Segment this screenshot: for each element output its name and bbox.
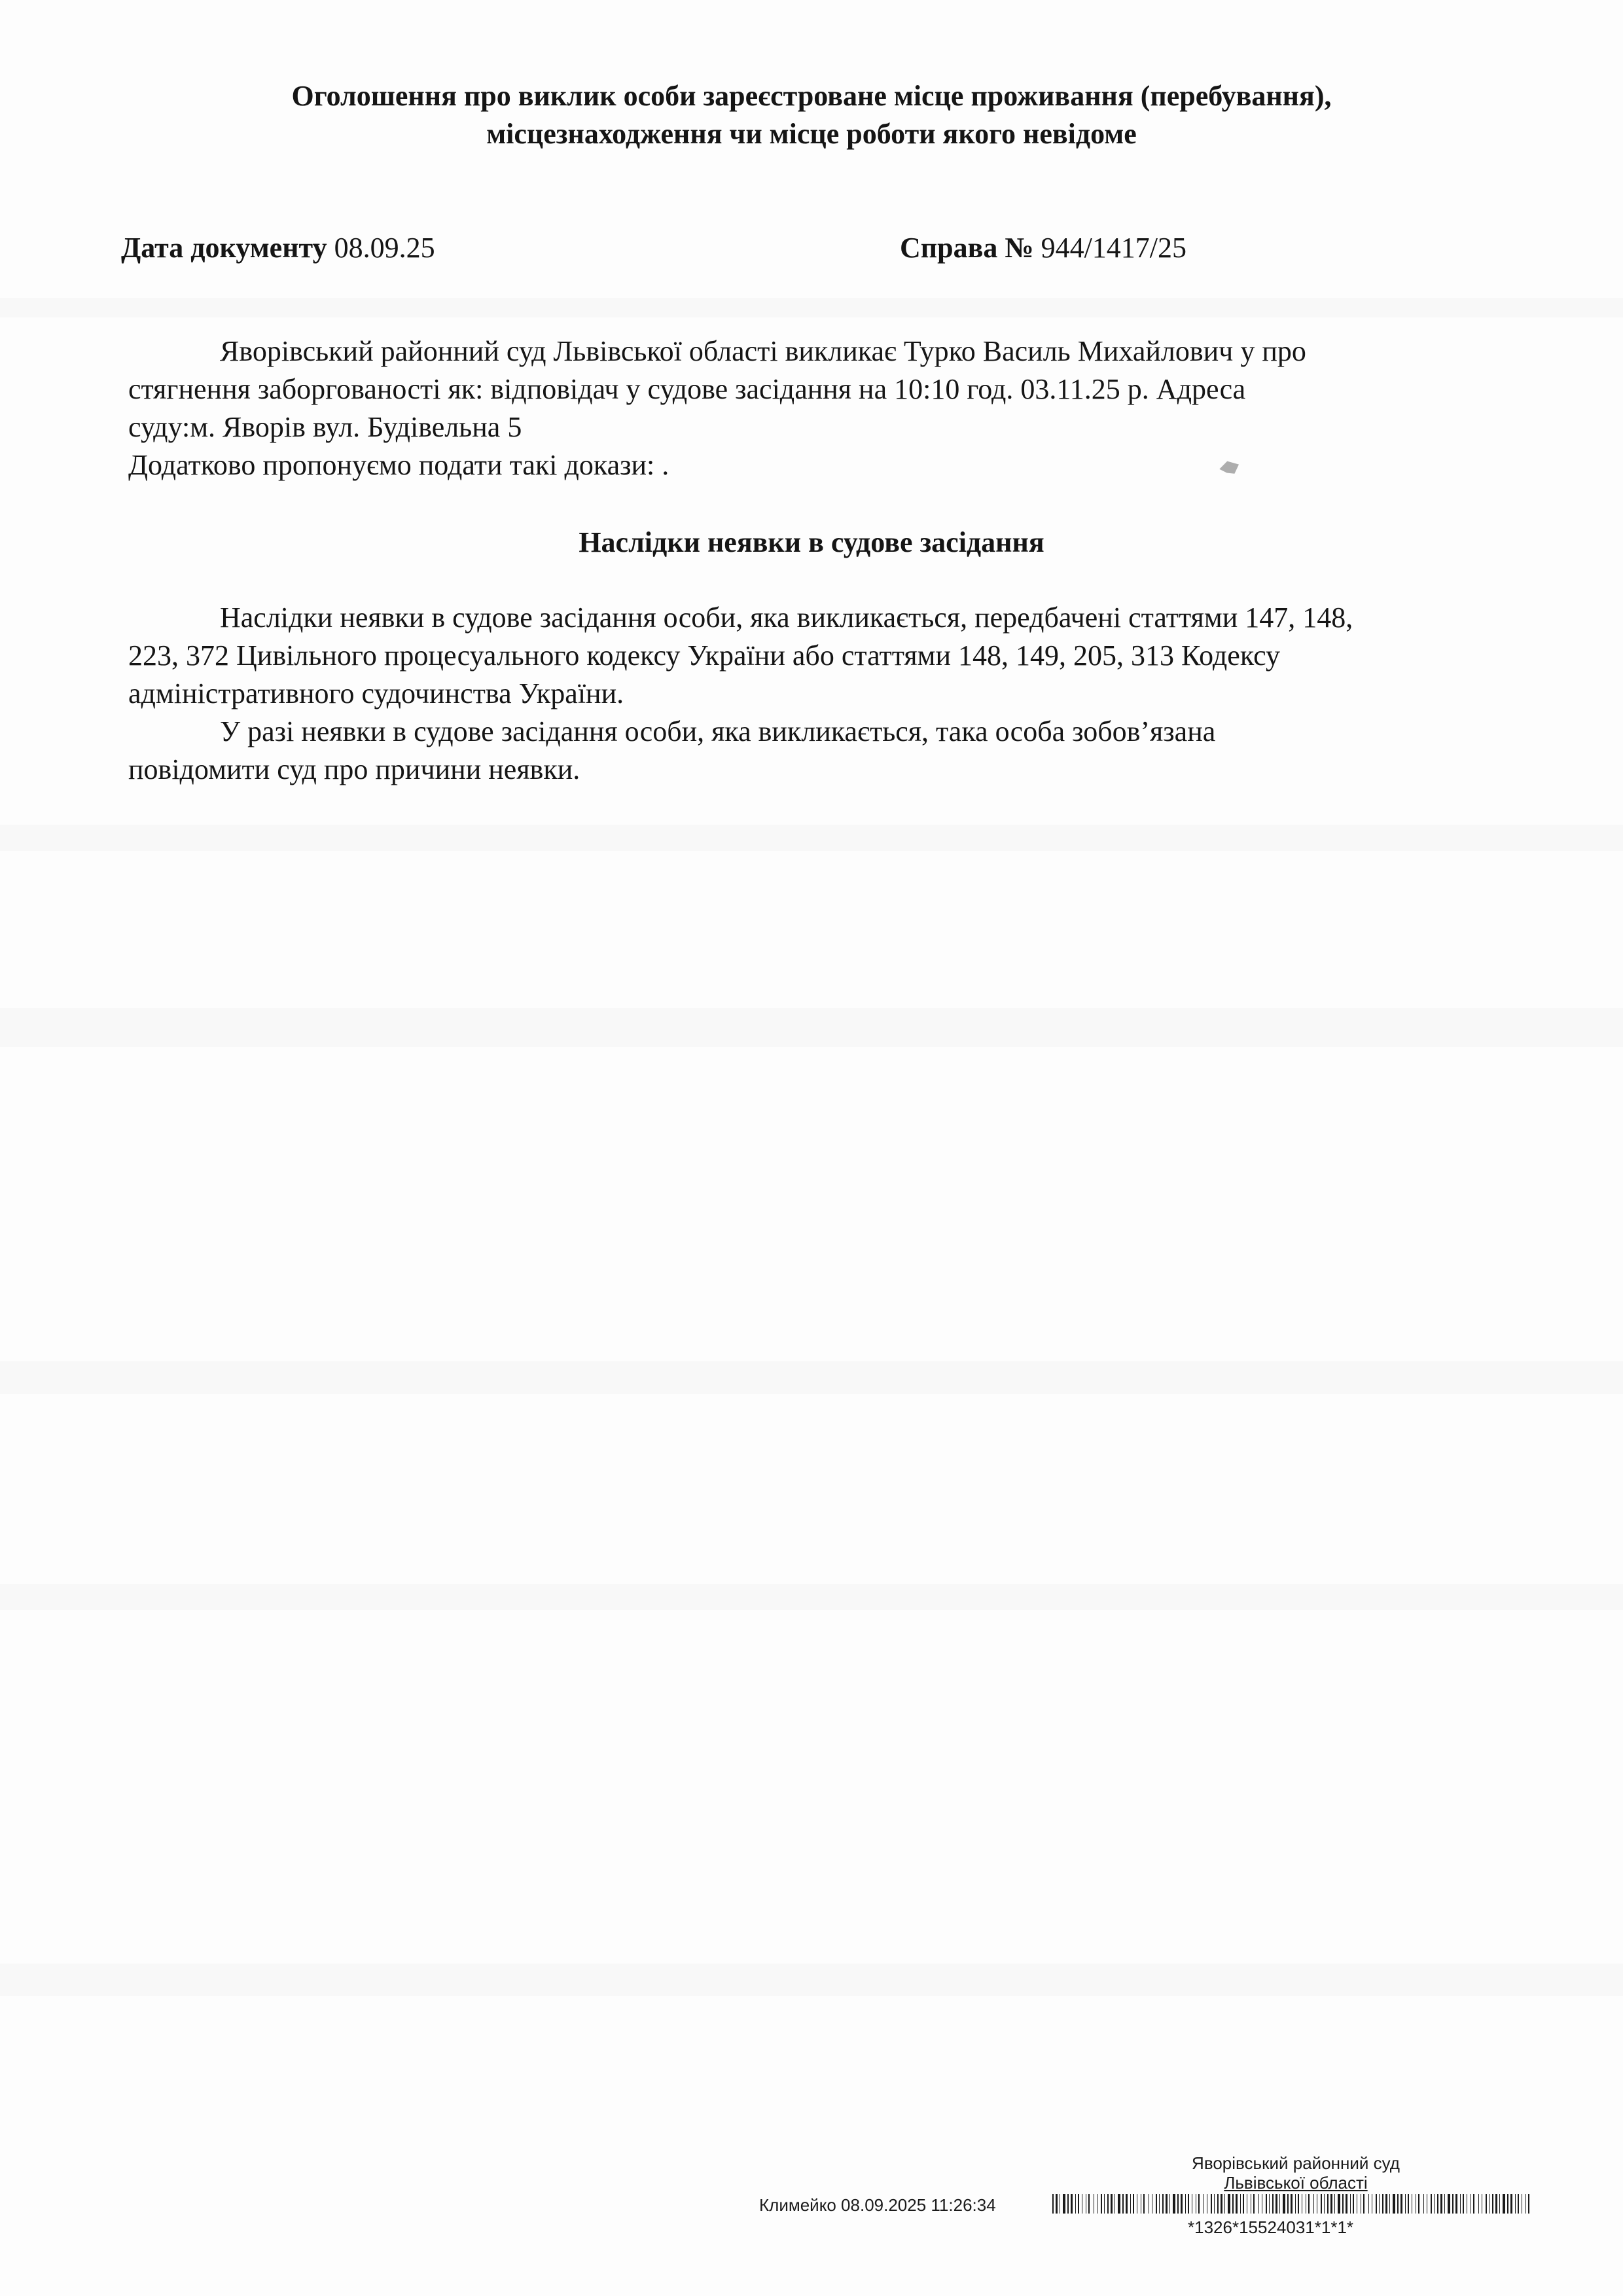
barcode-bar <box>1228 2194 1230 2214</box>
barcode-bar <box>1224 2194 1225 2214</box>
document-date <box>121 229 435 267</box>
paragraph-line: У разі неявки в судове засідання особи, яка викликається, така особа зобов’язана <box>220 715 1216 747</box>
paragraph-line: Додатково пропонуємо подати такі докази: . <box>128 449 669 481</box>
barcode-bar <box>1075 2194 1076 2214</box>
barcode-bar <box>1350 2194 1351 2214</box>
barcode-bar <box>1495 2194 1497 2214</box>
barcode-bar <box>1448 2194 1450 2214</box>
paragraph-line: суду:м. Яворів вул. Будівельна 5 <box>128 411 522 443</box>
scan-streak <box>0 298 1623 317</box>
barcode-bar <box>1169 2194 1170 2214</box>
barcode-bar <box>1283 2194 1285 2214</box>
barcode-bar <box>1067 2194 1069 2214</box>
barcode-bar <box>1221 2194 1222 2214</box>
barcode-bar <box>1253 2194 1255 2214</box>
barcode-bar <box>1272 2194 1274 2214</box>
barcode-bar <box>1353 2194 1354 2214</box>
barcode-bar <box>1217 2194 1219 2214</box>
barcode-bar <box>1198 2194 1200 2214</box>
barcode-bar <box>1346 2194 1347 2214</box>
scan-streak <box>0 825 1623 851</box>
barcode-bar <box>1156 2194 1157 2214</box>
barcode-bar <box>1473 2194 1474 2214</box>
barcode-bar <box>1510 2194 1512 2214</box>
barcode-bar <box>1327 2194 1329 2214</box>
barcode-bar <box>1101 2194 1102 2214</box>
barcode-bar <box>1166 2194 1168 2214</box>
barcode-bar <box>1379 2194 1380 2214</box>
barcode-bar <box>1455 2194 1457 2214</box>
barcode-bar <box>1503 2194 1505 2214</box>
barcode-bar <box>1507 2194 1508 2214</box>
barcode-bar <box>1177 2194 1179 2214</box>
barcode-bar <box>1338 2194 1340 2214</box>
court-name: Яворівський районний суд <box>1192 2153 1400 2173</box>
barcode-bar <box>1385 2194 1387 2214</box>
barcode-bar <box>1188 2194 1189 2214</box>
case-label: Справа № <box>900 232 1034 264</box>
barcode-bar <box>1440 2194 1442 2214</box>
barcode-bar <box>1330 2194 1332 2214</box>
barcode-bar <box>1313 2194 1314 2214</box>
barcode-bar <box>1104 2194 1105 2214</box>
footer-court-region <box>1113 2173 1479 2193</box>
barcode-bar <box>1342 2194 1344 2214</box>
barcode-bar <box>1295 2194 1296 2214</box>
barcode-bar <box>1334 2194 1335 2214</box>
barcode-bar <box>1056 2194 1058 2214</box>
barcode-bar <box>1291 2194 1293 2214</box>
scan-streak <box>0 1361 1623 1394</box>
barcode-bar <box>1185 2194 1186 2214</box>
barcode-bar <box>1107 2194 1109 2214</box>
barcode-bar <box>1052 2194 1054 2214</box>
barcode-bar <box>1423 2194 1424 2214</box>
document-title <box>131 77 1492 153</box>
barcode-code: *1326*15524031*1*1* <box>1188 2217 1354 2237</box>
summons-paragraph <box>128 332 1509 484</box>
scan-streak <box>0 1008 1623 1047</box>
barcode-bar <box>1437 2194 1438 2214</box>
barcode-bar <box>1434 2194 1435 2214</box>
barcode-bar <box>1463 2194 1464 2214</box>
barcode-bar <box>1298 2194 1299 2214</box>
case-number <box>900 229 1186 267</box>
signer-stamp: Климейко 08.09.2025 11:26:34 <box>759 2195 996 2215</box>
barcode-bar <box>1518 2194 1519 2214</box>
barcode-bar <box>1376 2194 1377 2214</box>
scan-streak <box>0 1964 1623 1996</box>
barcode-bar <box>1431 2194 1432 2214</box>
barcode-bar <box>1078 2194 1079 2214</box>
paragraph-line: Яворівський районний суд Львівської області викликає Турко Василь Михайлович у про <box>220 335 1306 367</box>
barcode-bar <box>1499 2194 1500 2214</box>
consequences-paragraph <box>128 599 1509 789</box>
barcode-bar <box>1130 2194 1131 2214</box>
barcode-bar <box>1159 2194 1160 2214</box>
barcode-bar <box>1321 2194 1322 2214</box>
barcode-bar <box>1368 2194 1369 2214</box>
barcode-bar <box>1444 2194 1445 2214</box>
court-region: Львівської області <box>1224 2173 1368 2193</box>
barcode-bar <box>1408 2194 1409 2214</box>
barcode-bar <box>1088 2194 1090 2214</box>
barcode-bar <box>1232 2194 1234 2214</box>
barcode-bar <box>1405 2194 1406 2214</box>
paragraph-line: стягнення заборгованості як: відповідач у судове засідання на 10:10 год. 03.11.25 р. Адреса <box>128 373 1246 405</box>
barcode <box>1052 2194 1531 2214</box>
footer-court <box>1113 2153 1479 2173</box>
barcode-bar <box>1515 2194 1516 2214</box>
barcode-bar <box>1452 2194 1454 2214</box>
paragraph-line: Наслідки неявки в судове засідання особи, яка викликається, передбачені статтями 147, 148, <box>220 601 1353 634</box>
barcode-bar <box>1400 2194 1402 2214</box>
barcode-bar <box>1063 2194 1065 2214</box>
barcode-bar <box>1143 2194 1145 2214</box>
barcode-bar <box>1486 2194 1487 2214</box>
barcode-bar <box>1181 2194 1183 2214</box>
scan-streak <box>0 1584 1623 1610</box>
barcode-bar <box>1275 2194 1277 2214</box>
barcode-bar <box>1397 2194 1399 2214</box>
barcode-bar <box>1478 2194 1479 2214</box>
barcode-bar <box>1214 2194 1215 2214</box>
barcode-bar <box>1528 2194 1529 2214</box>
barcode-bar <box>1118 2194 1120 2214</box>
barcode-bar <box>1418 2194 1419 2214</box>
barcode-bar <box>1382 2194 1383 2214</box>
consequences-heading: Наслідки неявки в судове засідання <box>579 526 1044 558</box>
barcode-bar <box>1492 2194 1493 2214</box>
barcode-bar <box>1071 2194 1073 2214</box>
barcode-bar <box>1162 2194 1164 2214</box>
barcode-bar <box>1525 2194 1526 2214</box>
barcode-bar <box>1324 2194 1325 2214</box>
paragraph-line: 223, 372 Цивільного процесуального кодексу України або статтями 148, 149, 205, 313 Кодексу <box>128 639 1281 672</box>
barcode-bar <box>1211 2194 1212 2214</box>
title-line: місцезнаходження чи місце роботи якого невідоме <box>486 118 1137 150</box>
barcode-bar <box>1266 2194 1267 2214</box>
barcode-bar <box>1269 2194 1270 2214</box>
barcode-bar <box>1240 2194 1241 2214</box>
barcode-bar <box>1363 2194 1364 2214</box>
barcode-bar <box>1287 2194 1289 2214</box>
barcode-bar <box>1243 2194 1244 2214</box>
date-label: Дата документу <box>121 232 327 264</box>
barcode-bar <box>1173 2194 1175 2214</box>
barcode-bar <box>1308 2194 1310 2214</box>
barcode-bar <box>1122 2194 1124 2214</box>
title-line: Оголошення про виклик особи зареєстроване місце проживання (перебування), <box>291 80 1332 112</box>
barcode-bar <box>1126 2194 1128 2214</box>
paragraph-line: повідомити суд про причини неявки. <box>128 753 580 785</box>
case-value: 944/1417/25 <box>1041 232 1187 264</box>
barcode-bar <box>1389 2194 1390 2214</box>
barcode-bar <box>1258 2194 1259 2214</box>
barcode-bar <box>1133 2194 1134 2214</box>
barcode-bar <box>1279 2194 1280 2214</box>
date-value: 08.09.25 <box>334 232 435 264</box>
barcode-bar <box>1460 2194 1461 2214</box>
barcode-bar <box>1393 2194 1395 2214</box>
paragraph-line: адміністративного судочинства України. <box>128 677 624 709</box>
barcode-bar <box>1111 2194 1113 2214</box>
barcode-bar <box>1236 2194 1238 2214</box>
